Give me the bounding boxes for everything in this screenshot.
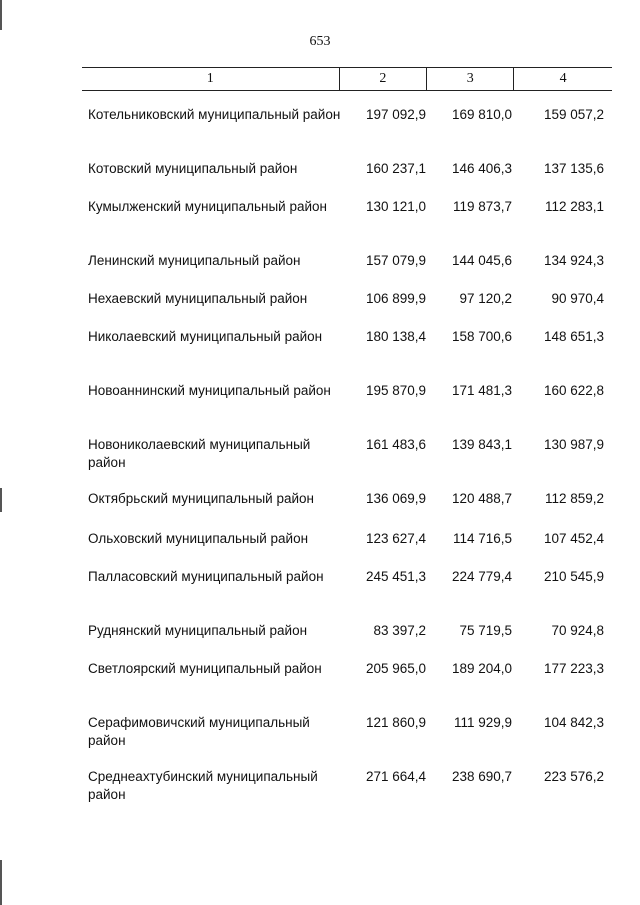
value-col-4: 177 223,3 xyxy=(543,661,604,676)
value-col-2: 271 664,4 xyxy=(365,769,426,784)
value-col-3: 169 810,0 xyxy=(451,107,512,122)
value-col-4: 159 057,2 xyxy=(543,107,604,122)
value-col-3: 111 929,9 xyxy=(453,715,512,730)
column-header-1: 1 xyxy=(82,68,340,90)
value-col-3: 119 873,7 xyxy=(452,199,512,214)
value-col-3: 224 779,4 xyxy=(451,569,512,584)
district-name: Серафимовичский муниципальный район xyxy=(88,715,310,748)
value-col-4: 134 924,3 xyxy=(543,253,604,268)
district-name: Котовский муниципальный район xyxy=(88,161,298,176)
scan-edge-mark-middle xyxy=(0,488,2,512)
value-col-4: 160 622,8 xyxy=(543,383,604,398)
value-col-3: 171 481,3 xyxy=(451,383,512,398)
value-col-2: 106 899,9 xyxy=(365,291,426,306)
table-row xyxy=(88,252,608,270)
district-name: Нехаевский муниципальный район xyxy=(88,291,308,306)
value-col-3: 75 719,5 xyxy=(459,623,512,638)
value-col-3: 120 488,7 xyxy=(451,491,512,506)
value-col-2: 136 069,9 xyxy=(365,491,426,506)
table-header xyxy=(82,67,612,91)
table-row xyxy=(88,328,608,346)
district-name: Новоаннинский муниципальный район xyxy=(88,383,331,398)
value-col-4: 130 987,9 xyxy=(543,437,604,452)
table-row xyxy=(88,290,608,308)
value-col-3: 238 690,7 xyxy=(451,769,512,784)
value-col-4: 112 283,1 xyxy=(544,199,604,214)
value-col-4: 70 924,8 xyxy=(551,623,604,638)
value-col-2: 123 627,4 xyxy=(365,531,426,546)
district-name: Светлоярский муниципальный район xyxy=(88,661,322,676)
value-col-4: 223 576,2 xyxy=(543,769,604,784)
table-row xyxy=(88,106,608,124)
value-col-2: 83 397,2 xyxy=(373,623,426,638)
value-col-2: 180 138,4 xyxy=(365,329,426,344)
page-number: 653 xyxy=(309,34,331,49)
table-row xyxy=(88,382,608,400)
district-name: Николаевский муниципальный район xyxy=(88,329,323,344)
table-row xyxy=(88,568,608,586)
district-name: Палласовский муниципальный район xyxy=(88,569,324,584)
district-name: Октябрьский муниципальный район xyxy=(88,491,314,506)
district-name: Новониколаевский муниципальный район xyxy=(88,437,311,470)
value-col-3: 158 700,6 xyxy=(451,329,512,344)
value-col-4: 90 970,4 xyxy=(551,291,604,306)
district-name: Среднеахтубинский муниципальный район xyxy=(88,769,318,802)
value-col-3: 139 843,1 xyxy=(451,437,512,452)
district-name: Кумылженский муниципальный район xyxy=(88,199,327,214)
value-col-4: 210 545,9 xyxy=(543,569,604,584)
table-row xyxy=(88,530,608,548)
value-col-2: 130 121,0 xyxy=(365,199,426,214)
value-col-2: 160 237,1 xyxy=(365,161,426,176)
value-col-2: 197 092,9 xyxy=(365,107,426,122)
district-name: Руднянский муниципальный район xyxy=(88,623,308,638)
value-col-3: 146 406,3 xyxy=(451,161,512,176)
value-col-4: 137 135,6 xyxy=(543,161,604,176)
district-name: Ольховский муниципальный район xyxy=(88,531,309,546)
district-name: Ленинский муниципальный район xyxy=(88,253,301,268)
value-col-2: 205 965,0 xyxy=(365,661,426,676)
table-row xyxy=(88,490,608,508)
value-col-4: 148 651,3 xyxy=(543,329,604,344)
value-col-3: 97 120,2 xyxy=(459,291,512,306)
district-name: Котельниковский муниципальный район xyxy=(88,107,341,122)
table-row xyxy=(88,198,608,216)
value-col-3: 144 045,6 xyxy=(451,253,512,268)
table-row xyxy=(88,768,608,804)
table-row xyxy=(88,714,608,750)
value-col-2: 121 860,9 xyxy=(365,715,426,730)
value-col-4: 104 842,3 xyxy=(543,715,604,730)
table-row xyxy=(88,660,608,678)
value-col-3: 114 716,5 xyxy=(452,531,512,546)
table-row xyxy=(88,436,608,472)
value-col-2: 195 870,9 xyxy=(365,383,426,398)
value-col-4: 112 859,2 xyxy=(544,491,604,506)
table-row xyxy=(88,160,608,178)
scan-edge-mark-bottom xyxy=(0,860,2,905)
value-col-3: 189 204,0 xyxy=(451,661,512,676)
column-header-3: 3 xyxy=(427,68,514,90)
value-col-2: 157 079,9 xyxy=(365,253,426,268)
column-header-2: 2 xyxy=(340,68,428,90)
value-col-4: 107 452,4 xyxy=(543,531,604,546)
value-col-2: 245 451,3 xyxy=(365,569,426,584)
column-header-4: 4 xyxy=(559,71,567,86)
table-row xyxy=(88,622,608,640)
scan-edge-mark-top xyxy=(0,0,2,30)
value-col-2: 161 483,6 xyxy=(365,437,426,452)
